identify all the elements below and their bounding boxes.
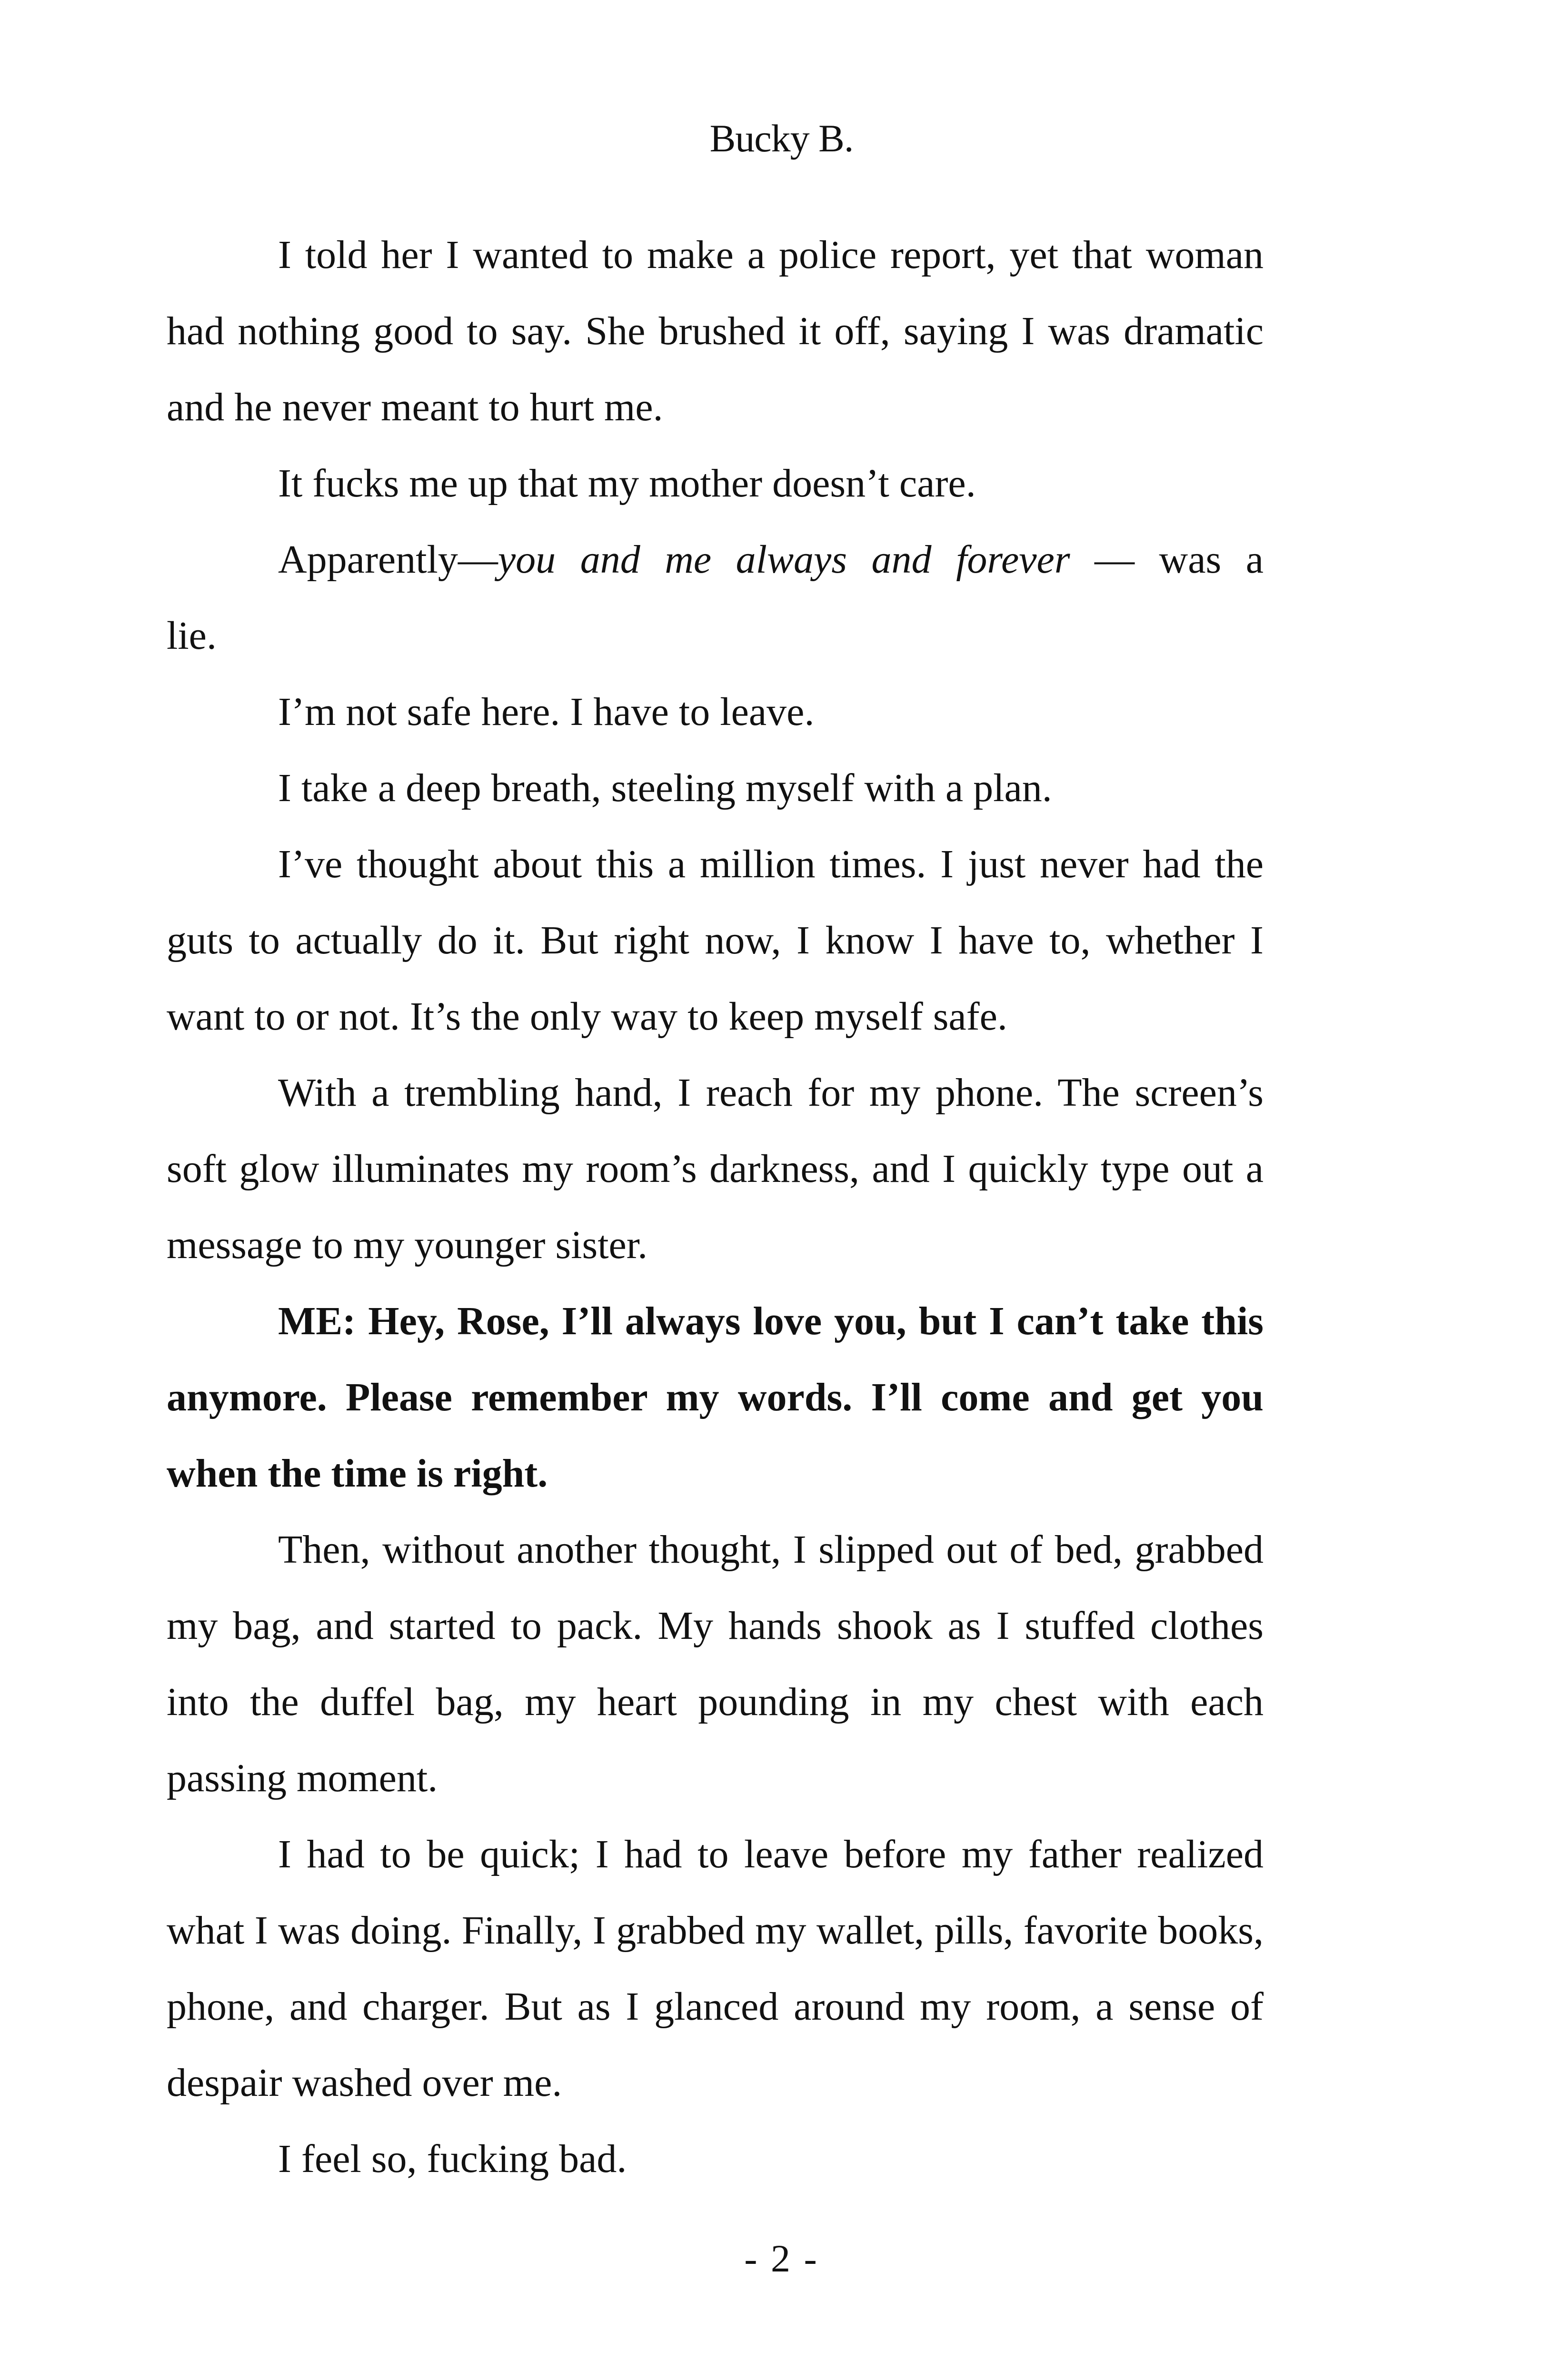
paragraph: I feel so, fucking bad.: [278, 2137, 627, 2181]
text-run: lie.: [167, 614, 217, 658]
apparently-line: [167, 522, 1264, 598]
text-message-paragraph: ME: Hey, Rose, I’ll always love you, but I can’t take this anymore. Please remember my words. I’ll come and get you when the time is right.: [167, 1299, 1264, 1496]
paragraph: Then, without another thought, I slipped out of bed, grabbed my bag, and started to pack. My hands shook as I stuffed clothes into the duffel bag, my heart pounding in my chest with each passing moment.: [167, 1527, 1264, 1800]
paragraph: I told her I wanted to make a police report, yet that woman had nothing good to say. She brushed it off, saying I was dramatic and he never meant to hurt me.: [167, 233, 1264, 429]
paragraph: I’ve thought about this a million times. I just never had the guts to actually do it. But right now, I know I have to, whether I want to or not. It’s the only way to keep myself safe.: [167, 842, 1264, 1039]
paragraph: I had to be quick; I had to leave before my father realized what I was doing. Finally, I grabbed my wallet, pills, favorite books, phone, and charger. But as I glanced around my room, a sense of despair washed over me.: [167, 1832, 1264, 2105]
paragraph-apparently: [167, 522, 1264, 674]
paragraph: With a trembling hand, I reach for my phone. The screen’s soft glow illuminates my room’s darkness, and I quickly type out a message to my younger sister.: [167, 1071, 1264, 1267]
paragraph: I take a deep breath, steeling myself with a plan.: [278, 766, 1052, 810]
paragraph: I’m not safe here. I have to leave.: [278, 690, 815, 734]
text-run: — was a: [1070, 537, 1264, 582]
page-number: - 2 -: [744, 2237, 819, 2280]
body-text: [167, 217, 1264, 2197]
italic-phrase: you and me always and forever: [498, 537, 1070, 582]
paragraph: It fucks me up that my mother doesn’t care.: [278, 461, 976, 506]
running-head: Bucky B.: [709, 117, 854, 160]
text-run: Apparently—: [278, 537, 498, 582]
